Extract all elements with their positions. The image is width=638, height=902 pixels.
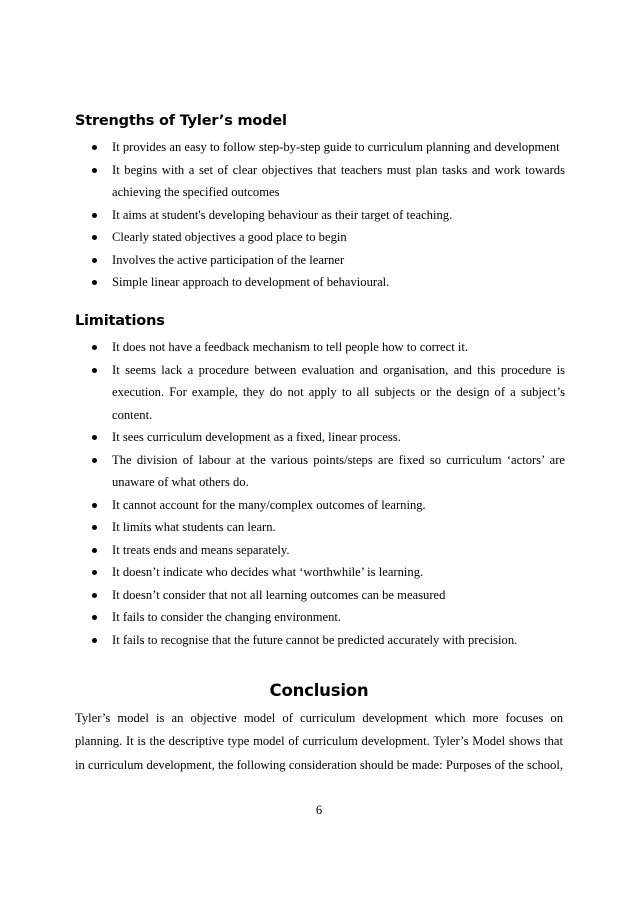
list-item [75, 226, 565, 249]
conclusion-paragraph: Tyler’s model is an objective model of curriculum development which more focuses on planning. It is the descriptive type model of curriculum development. Tyler’s Model shows that in curriculum development, the following consideration should be made: Purposes of the school, [75, 711, 563, 772]
bullet-icon [92, 168, 97, 173]
strengths-heading: Strengths of Tyler’s model [75, 113, 287, 129]
conclusion-heading: Conclusion [269, 681, 369, 700]
list-item-text: Clearly stated objectives a good place to begin [112, 230, 347, 244]
page-number: 6 [315, 803, 323, 817]
list-item-text: It begins with a set of clear objectives that teachers must plan tasks and work towards achieving the specified outcomes [112, 162, 565, 199]
list-item [75, 249, 565, 272]
list-item-text: It sees curriculum development as a fixed, linear process. [112, 430, 401, 444]
list-item [75, 359, 565, 427]
list-item-text: It fails to recognise that the future cannot be predicted accurately with precision. [112, 632, 518, 647]
bullet-icon [92, 258, 97, 263]
bullet-icon [92, 458, 97, 463]
list-item-text: It aims at student's developing behaviour as their target of teaching. [112, 207, 453, 222]
list-item [75, 159, 565, 204]
bullet-icon [92, 435, 97, 440]
list-item-text: It doesn’t indicate who decides what ‘worthwhile’ is learning. [112, 565, 424, 579]
limitations-heading: Limitations [75, 313, 165, 329]
bullet-icon [92, 503, 97, 508]
list-item [75, 336, 565, 359]
bullet-icon [92, 368, 97, 373]
list-item [75, 606, 565, 629]
bullet-icon [92, 345, 97, 350]
list-item-text: It seems lack a procedure between evaluation and organisation, and this procedure is execution. For example, they do not apply to all subjects or the design of a subject’s content. [112, 362, 565, 422]
bullet-icon [92, 145, 97, 150]
list-item-text: It does not have a feedback mechanism to tell people how to correct it. [112, 340, 468, 354]
bullet-icon [92, 593, 97, 598]
list-item-text: It doesn’t consider that not all learning outcomes can be measured [112, 587, 446, 602]
bullet-icon [92, 638, 97, 643]
bullet-icon [92, 570, 97, 575]
list-item-text: Simple linear approach to development of behavioural. [112, 275, 390, 289]
list-item [75, 136, 565, 159]
bullet-icon [92, 280, 97, 285]
list-item [75, 449, 565, 494]
list-item-text: It treats ends and means separately. [112, 542, 290, 557]
bullet-icon [92, 213, 97, 218]
list-item-text: Involves the active participation of the learner [112, 252, 345, 267]
list-item-text: The division of labour at the various points/steps are fixed so curriculum ‘actors’ are unaware of what others do. [112, 452, 565, 489]
list-item-text: It cannot account for the many/complex outcomes of learning. [112, 497, 426, 512]
list-item [75, 516, 565, 539]
list-item [75, 561, 565, 584]
list-item [75, 271, 565, 294]
list-item [75, 204, 565, 227]
list-item [75, 629, 565, 652]
list-item [75, 494, 565, 517]
list-item [75, 539, 565, 562]
bullet-icon [92, 525, 97, 530]
list-item-text: It fails to consider the changing environment. [112, 610, 342, 624]
bullet-icon [92, 615, 97, 620]
list-item-text: It provides an easy to follow step-by-step guide to curriculum planning and development [112, 140, 560, 154]
strengths-list [75, 136, 565, 294]
limitations-list [75, 336, 565, 651]
bullet-icon [92, 235, 97, 240]
list-item [75, 584, 565, 607]
bullet-icon [92, 548, 97, 553]
list-item [75, 426, 565, 449]
list-item-text: It limits what students can learn. [112, 520, 276, 534]
